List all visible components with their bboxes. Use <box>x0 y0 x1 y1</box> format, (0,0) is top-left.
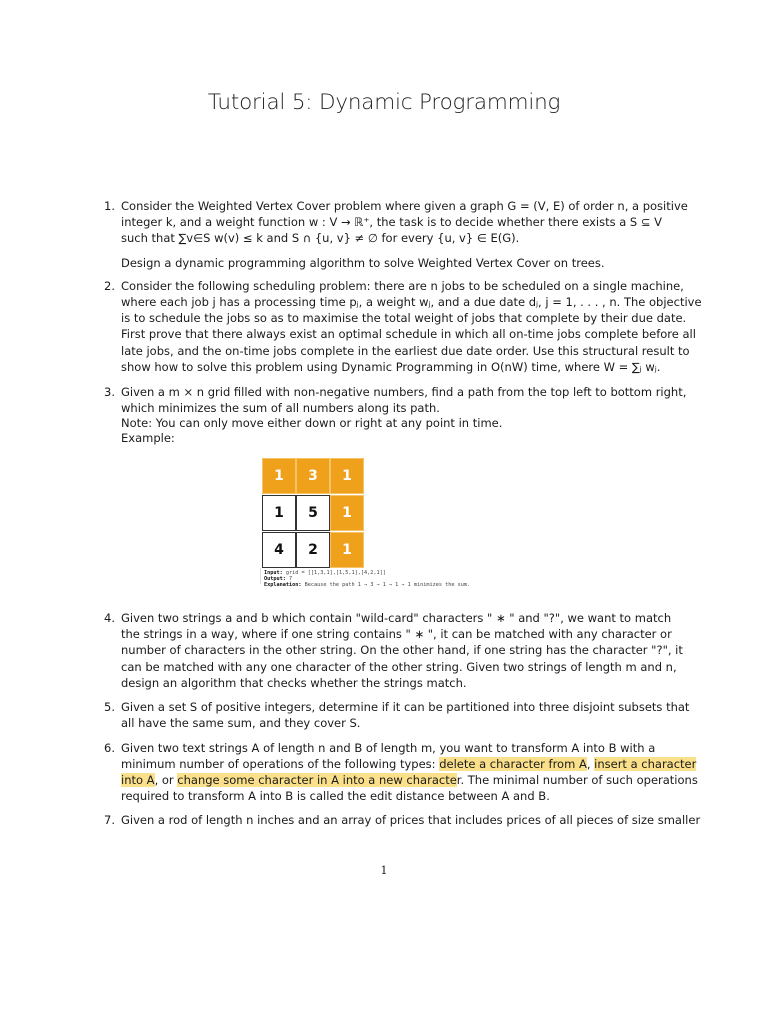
problem-text-line: Given a m × n grid filled with non-negative numbers, find a path from the top left to bottom right, <box>121 385 687 399</box>
problem-text-line: Given two text strings A of length n and B of length m, you want to transform A into B with a <box>121 741 656 755</box>
problem-text-line: First prove that there always exist an optimal schedule in which all on-time jobs complete before all <box>121 327 696 341</box>
problem-number: 3. <box>104 385 115 399</box>
problem-text-line: integer k, and a weight function w : V → ℝ⁺, the task is to decide whether there exists a S ⊆ V <box>121 215 663 229</box>
grid-cell: 1 <box>262 495 296 531</box>
highlight-delete: delete a character from A <box>439 757 587 771</box>
example-output: Output: 7 <box>264 576 293 582</box>
problem-text-line: is to schedule the jobs so as to maximise the total weight of jobs that complete by their due date. <box>121 311 687 325</box>
grid-cell: 1 <box>330 495 364 531</box>
problem-text-line: number of characters in the other string. On the other hand, if one string has the character "?", it <box>121 643 683 657</box>
problem-number: 4. <box>104 611 115 625</box>
document-title: Tutorial 5: Dynamic Programming <box>207 90 561 115</box>
problem-text-line: late jobs, and the on-time jobs complete in the earliest due date order. Use this structural result to <box>121 344 690 358</box>
problem-number: 5. <box>104 700 115 714</box>
problem-number: 2. <box>104 279 115 293</box>
problem-text-line: Given two strings a and b which contain "wild-card" characters " ∗ " and "?", we want to match <box>121 611 672 625</box>
problem-text-line: Consider the following scheduling problem: there are n jobs to be scheduled on a single machine, <box>121 279 684 293</box>
example-input: Input: grid = [[1,3,1],[1,5,1],[4,2,1]] <box>264 570 386 576</box>
problem-text-line: into A, or change some character in A into a new character. The minimal number of such operations <box>121 773 698 787</box>
code-block-bar <box>260 568 261 584</box>
problem-text-line: minimum number of operations of the following types: delete a character from A, insert a character <box>121 757 697 771</box>
problem-text-line: design an algorithm that checks whether the strings match. <box>121 676 467 690</box>
problem-text-line: show how to solve this problem using Dynamic Programming in O(nW) time, where W = ∑ⱼ wⱼ. <box>121 360 661 374</box>
problem-text-line: Design a dynamic programming algorithm to solve Weighted Vertex Cover on trees. <box>121 256 605 270</box>
problem-text-line: can be matched with any one character of the other string. Given two strings of length m and n, <box>121 660 677 674</box>
grid-cell: 1 <box>262 458 296 494</box>
problem-text-line: all have the same sum, and they cover S. <box>121 716 361 730</box>
problem-number: 7. <box>104 813 115 827</box>
problem-text-line: which minimizes the sum of all numbers along its path. <box>121 401 440 415</box>
problem-text-line: Note: You can only move either down or right at any point in time. <box>121 416 503 430</box>
grid-cell: 3 <box>296 458 330 494</box>
grid-cell: 1 <box>330 532 364 568</box>
highlight-insert: insert a character <box>594 757 697 771</box>
problem-text-line: Consider the Weighted Vertex Cover problem where given a graph G = (V, E) of order n, a positive <box>121 199 688 213</box>
grid-cell: 1 <box>330 458 364 494</box>
problem-number: 1. <box>104 199 115 213</box>
example-explanation: Explanation: Because the path 1 → 3 → 1 → 1 → 1 minimizes the sum. <box>264 582 471 588</box>
grid-cell: 4 <box>262 532 296 568</box>
page-number: 1 <box>380 864 388 877</box>
problem-text-line: where each job j has a processing time pⱼ, a weight wⱼ, and a due date dⱼ, j = 1, . . . , n. The objective <box>121 295 702 309</box>
problem-text-line: such that ∑v∈S w(v) ≤ k and S ∩ {u, v} ≠ ∅ for every {u, v} ∈ E(G). <box>121 231 520 245</box>
grid-cell: 5 <box>296 495 330 531</box>
highlight-insert-cont: into A <box>121 773 155 787</box>
example-grid-figure <box>260 456 510 588</box>
highlight-change: change some character in A into a new characte <box>177 773 457 787</box>
problem-text-line: Given a rod of length n inches and an array of prices that includes prices of all pieces of size smaller <box>121 813 701 827</box>
problem-number: 6. <box>104 741 115 755</box>
grid-cell: 2 <box>296 532 330 568</box>
problem-text-line: Example: <box>121 431 175 445</box>
problem-text-line: Given a set S of positive integers, determine if it can be partitioned into three disjoint subsets that <box>121 700 690 714</box>
problem-text-line: required to transform A into B is called the edit distance between A and B. <box>121 789 550 803</box>
problem-text-line: the strings in a way, where if one string contains " ∗ ", it can be matched with any character or <box>121 627 672 641</box>
